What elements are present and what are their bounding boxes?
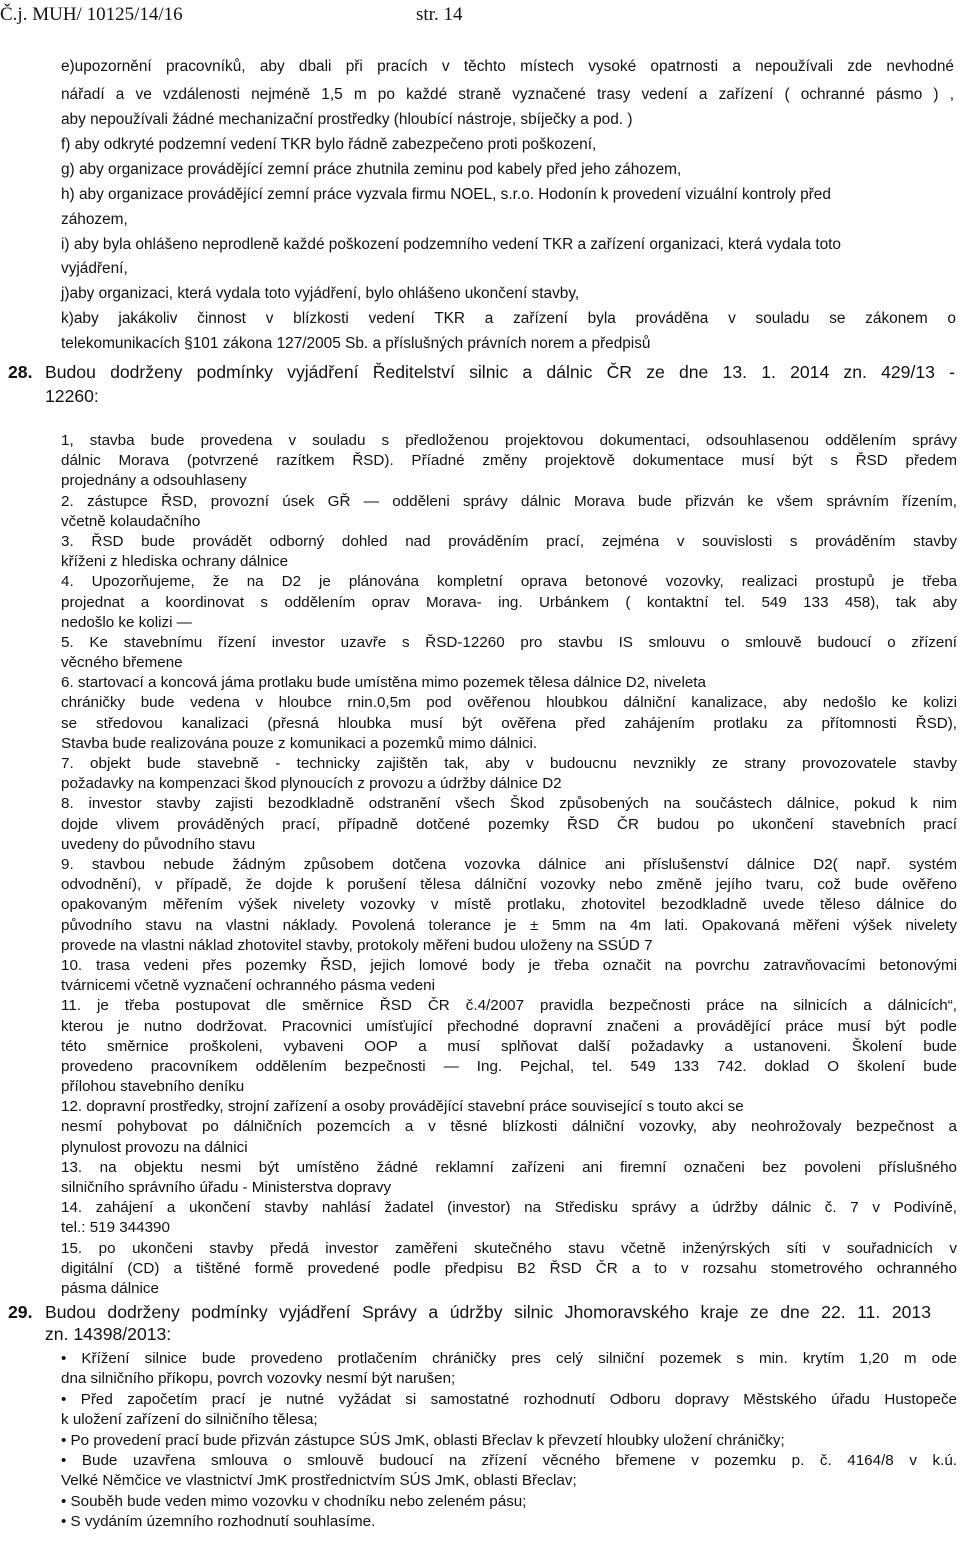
text-line: této směrnice proškoleni, vybaveni OOP a musí splňovat další požadavky a ustanoveni. Školení bude	[61, 1038, 957, 1055]
text-line: 7. objekt bude stavebně - technicky zajištěn tak, aby v budoucnu nevznikly ze strany provozovatele stavby	[61, 755, 957, 772]
text-line: digitální (CD) a tištěné formě provedené podle předpisu B2 ŘSD ČR a to v rozsahu stometrového ochranného	[61, 1260, 957, 1277]
text-line: • Křížení silnice bude provedeno protlačením chráničky pres celý silniční pozemek s min. krytím 1,20 m ode	[61, 1350, 957, 1367]
text-line: • Před započetím prací je nutné vyžádat si samostatné rozhodnutí Odboru dopravy Městského úřadu Hustopeče	[61, 1391, 957, 1408]
text-line: věcného břemene	[61, 654, 183, 671]
section-number: 28.	[8, 362, 33, 382]
section-heading: zn. 14398/2013:	[45, 1324, 172, 1344]
text-line: Stavba bude realizována pouze z komunikaci a pozemků mimo dálnici.	[61, 735, 538, 752]
text-line: pásma dálnice	[61, 1280, 159, 1297]
text-line: kříženi z hlediska ochrany dálnice	[61, 553, 289, 570]
text-line: 15. po ukončeni stavby předá investor zaměřeni skutečného stavu včetně inženýrských síti v souřadnicích v	[61, 1240, 957, 1257]
text-line: 12. dopravní prostředky, strojní zařízení a osoby provádějící stavební práce související s touto akci se	[61, 1098, 744, 1115]
text-line: silničního správního úřadu - Ministerstva dopravy	[61, 1179, 392, 1196]
text-line: dna silničního příkopu, povrch vozovky nesmí být narušen;	[61, 1370, 456, 1387]
text-line: kterou je nutno dodržovat. Pracovnici umísťující přechodné dopravní značeni a provádějící práce musí být podle	[61, 1018, 957, 1035]
text-line: projednány a odsouhlaseny	[61, 472, 247, 489]
text-line: se středovou kanalizaci (přesná hloubka musí být ověřena před zahájením protlaku za přítomnosti ŘSD),	[61, 715, 957, 732]
text-line: dálnic Morava (potvrzené razítkem ŘSD). Příadné změny projektově dokumentace musí být s ŘSD předem	[61, 452, 957, 469]
page-number: str. 14	[416, 4, 463, 25]
text-line: telekomunikacích §101 zákona 127/2005 Sb. a příslušných právních norem a předpisů	[61, 335, 651, 352]
text-line: uvedeny do původního stavu	[61, 836, 256, 853]
text-line: 10. trasa vedeni přes pozemky ŘSD, jejich lomové body je třeba označit na povrchu zatravňovacími betonovými	[61, 957, 957, 974]
text-line: 8. investor stavby zajisti bezodkladně odstranění všech Škod způsobených na součástech dálnice, pokud k nim	[61, 795, 957, 812]
text-line: provede na vlastni náklad zhotovitel stavby, protokoly měřeni budou uloženy na SSÚD 7	[61, 937, 653, 954]
section-number: 29.	[8, 1302, 33, 1322]
text-line: e)upozornění pracovníků, aby dbali při pracích v těchto místech vysoké opatrnosti a nepoužívali zde nevhodné	[61, 58, 954, 75]
text-line: původního stavu na vlastni náklady. Povolená tolerance je ± 5mm na 4m lati. Opakovaná měřeni výšek nivelety	[61, 917, 957, 934]
text-line: odvodnění), v případě, že dojde k porušení tělesa dálniční vozovky nebo změně jejího tvaru, což bude ověřeno	[61, 876, 957, 893]
text-line: 14. zahájení a ukončení stavby nahlásí žadatel (investor) na Středisku správy a údržby dálnic č. 7 v Podivíně,	[61, 1199, 957, 1216]
text-line: • Souběh bude veden mimo vozovku v chodníku nebo zeleném pásu;	[61, 1493, 527, 1510]
text-line: 3. ŘSD bude provádět odborný dohled nad prováděním prací, zejména v souvislosti s prováděním stavby	[61, 533, 957, 550]
text-line: včetně kolaudačního	[61, 513, 201, 530]
text-line: k)aby jakákoliv činnost v blízkosti vedení TKR a zařízení byla prováděna v souladu se zákonem o	[61, 310, 956, 327]
text-line: vyjádření,	[61, 260, 128, 277]
section-heading: Budou dodrženy podmínky vyjádření Ředitelství silnic a dálnic ČR ze dne 13. 1. 2014 zn. 429/13 -	[45, 362, 955, 382]
text-line: opakovaným měřením výšek nivelety vozovky v místě protlaku, zhotovitel bezodkladně uvede těleso dálnice do	[61, 896, 957, 913]
section-heading: Budou dodrženy podmínky vyjádření Správy a údržby silnic Jhomoravského kraje ze dne 22. 11. 2013	[45, 1302, 931, 1322]
text-line: • Po provedení prací bude přizván zástupce SÚS JmK, oblasti Břeclav k převzetí hloubky uložení chráničky;	[61, 1432, 785, 1449]
text-line: tvárnicemi včetně vyznačení ochranného pásma vedeni	[61, 977, 435, 994]
text-line: chráničky bude vedena v hloubce rnin.0,5m pod ověřenou hloubkou dálniční kanalizace, aby nedošlo ke kolizi	[61, 694, 957, 711]
text-line: nářadí a ve vzdálenosti nejméně 1,5 m po každé straně vyznačené trasy vedení a zařízení ( ochranné pásmo ) ,	[61, 86, 954, 103]
text-line: 5. Ke stavebnímu řízení investor uzavře s ŘSD-12260 pro stavbu IS smlouvu o smlouvě budoucí o zřízení	[61, 634, 957, 651]
text-line: Velké Němčice ve vlastnictví JmK prostřednictvím SÚS JmK, oblasti Břeclav;	[61, 1472, 577, 1489]
text-line: nesmí pohybovat po dálničních pozemcích a v těsné blízkosti dálniční vozovky, aby neohrožovaly bezpečnost a	[61, 1118, 957, 1135]
text-line: nedošlo ke kolizi —	[61, 614, 192, 631]
text-line: h) aby organizace provádějící zemní práce vyzvala firmu NOEL, s.r.o. Hodonín k provedení vizuální kontroly před	[61, 186, 831, 203]
text-line: j)aby organizaci, která vydala toto vyjádření, bylo ohlášeno ukončení stavby,	[61, 285, 580, 302]
text-line: • Bude uzavřena smlouva o smlouvě budoucí na zřízení věcného břemene v pozemku p. č. 4164/8 v k.ú.	[61, 1452, 957, 1469]
text-line: 2. zástupce ŘSD, provozní úsek GŘ — odděleni správy dálnic Morava bude přizván ke všem správním řízením,	[61, 493, 957, 510]
text-line: f) aby odkryté podzemní vedení TKR bylo řádně zabezpečeno proti poškození,	[61, 136, 597, 153]
text-line: 6. startovací a koncová jáma protlaku bude umístěna mimo pozemek tělesa dálnice D2, niveleta	[61, 674, 706, 691]
text-line: i) aby byla ohlášeno neprodleně každé poškození podzemního vedení TKR a zařízení organizaci, která vydala toto	[61, 236, 841, 253]
text-line: aby nepoužívali žádné mechanizační prostředky (hloubící nástroje, sbíječky a pod. )	[61, 111, 633, 128]
text-line: • S vydáním územního rozhodnutí souhlasíme.	[61, 1513, 376, 1530]
text-line: plynulost provozu na dálnici	[61, 1139, 248, 1156]
text-line: přílohou stavebního deníku	[61, 1078, 245, 1095]
text-line: záhozem,	[61, 211, 128, 228]
text-line: 11. je třeba postupovat dle směrnice ŘSD ČR č.4/2007 pravidla bezpečnosti práce na silnicích a dálnicích“,	[61, 997, 957, 1014]
document-reference: Č.j. MUH/ 10125/14/16	[0, 4, 183, 25]
text-line: provedeno pracovníkem oddělením bezpečnosti — Ing. Pejchal, tel. 549 133 742. doklad O školení bude	[61, 1058, 957, 1075]
text-line: g) aby organizace provádějící zemní práce zhutnila zeminu pod kabely před jeho záhozem,	[61, 161, 682, 178]
section-heading: 12260:	[45, 386, 99, 406]
text-line: k uložení zařízení do silničního tělesa;	[61, 1411, 318, 1428]
text-line: 13. na objektu nesmi být umístěno žádné reklamní zařízeni ani firemní označeni bez povoleni příslušného	[61, 1159, 957, 1176]
text-line: dojde vlivem prováděných prací, případně dotčené pozemky ŘSD ČR budou po ukončení stavebních prací	[61, 816, 957, 833]
text-line: 9. stavbou nebude žádným způsobem dotčena vozovka dálnice ani příslušenství dálnice D2( např. systém	[61, 856, 957, 873]
text-line: projednat a koordinovat s oddělením oprav Morava- ing. Urbánkem ( kontaktní tel. 549 133 458), tak aby	[61, 594, 957, 611]
text-line: 1, stavba bude provedena v souladu s předloženou projektovou dokumentaci, odsouhlasenou oddělením správy	[61, 432, 957, 449]
text-line: požadavky na kompenzaci škod plynoucích z provozu a údržby dálnice D2	[61, 775, 562, 792]
text-line: tel.: 519 344390	[61, 1219, 170, 1236]
text-line: 4. Upozorňujeme, že na D2 je plánována kompletní oprava betonové vozovky, realizaci prostupů je třeba	[61, 573, 957, 590]
